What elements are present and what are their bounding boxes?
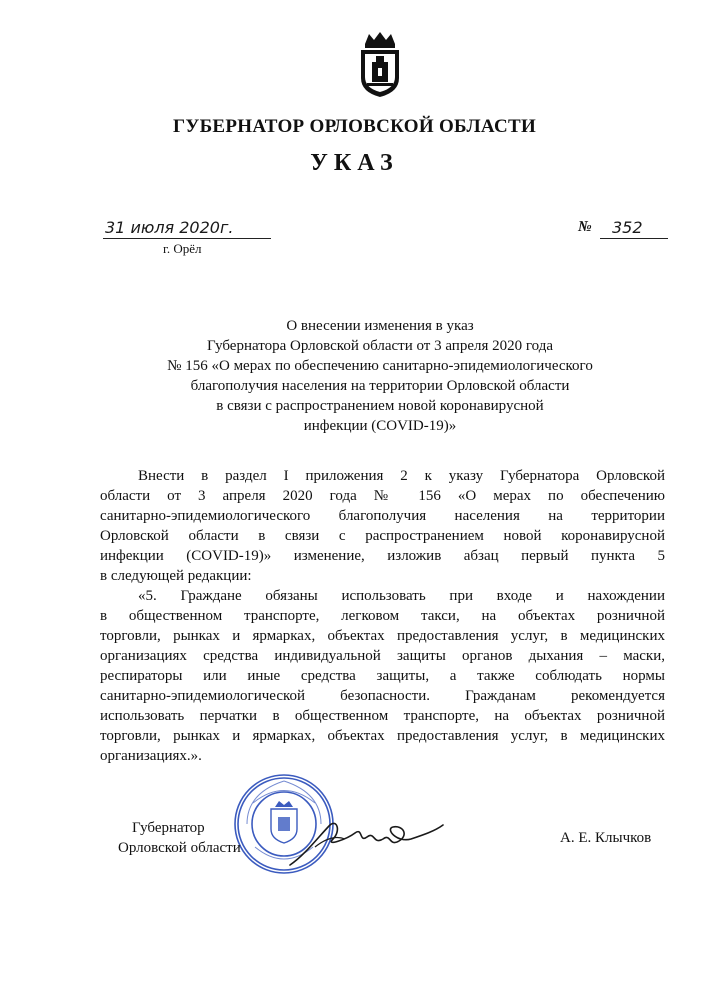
body-line: организациях средства индивидуальной защиты органов дыхания – маски, [100, 648, 665, 664]
number-label: № [578, 219, 592, 235]
body-line: использовать перчатки в общественном транспорте, на объектах розничной [100, 708, 665, 724]
body-line: санитарно-эпидемиологического благополучия населения на территории [100, 508, 665, 524]
body-line: торговли, рынках и ярмарках, объектах предоставления услуг, в медицинских [100, 728, 665, 744]
coat-of-arms-icon [355, 30, 405, 98]
body-line: в общественном транспорте, легковом такси, на объектах розничной [100, 608, 665, 624]
title-line: в связи с распространением новой коронавирусной [216, 398, 544, 414]
title-line: инфекции (COVID-19)» [303, 418, 457, 434]
signatory-title-line: Орловской области [118, 840, 241, 856]
body-line: Внести в раздел I приложения 2 к указу Губернатора Орловской [138, 468, 665, 484]
date-value: 31 июля 2020г. [105, 218, 234, 237]
document-body [100, 466, 665, 766]
signatory-title [118, 818, 241, 858]
document-type: УКАЗ [310, 150, 399, 176]
signatory-title-line: Губернатор [132, 820, 205, 836]
document-title [100, 316, 660, 436]
body-line: инфекции (COVID-19)» изменение, изложив абзац первый пункта 5 [100, 548, 665, 564]
body-line: Орловской области в связи с распространением новой коронавирусной [100, 528, 665, 544]
title-line: Губернатора Орловской области от 3 апреля 2020 года [206, 338, 554, 354]
title-line: благополучия населения на территории Орловской области [190, 378, 570, 394]
date-field [103, 218, 271, 239]
issuer-heading: ГУБЕРНАТОР ОРЛОВСКОЙ ОБЛАСТИ [172, 116, 537, 137]
body-line: санитарно-эпидемиологической безопасности. Гражданам рекомендуется [100, 688, 665, 704]
body-line: организациях.». [100, 748, 202, 764]
title-line: О внесении изменения в указ [286, 318, 474, 334]
signatory-name: А. Е. Клычков [560, 830, 652, 846]
handwritten-signature [285, 795, 445, 880]
title-line: № 156 «О мерах по обеспечению санитарно-эпидемиологического [167, 358, 593, 374]
place-label: г. Орёл [163, 241, 202, 256]
number-field [600, 218, 668, 239]
body-line: области от 3 апреля 2020 года № 156 «О мерах по обеспечению [100, 488, 665, 504]
body-line: торговли, рынках и ярмарках, объектах предоставления услуг, в медицинских [100, 628, 665, 644]
body-line: в следующей редакции: [100, 568, 252, 584]
number-value: 352 [612, 218, 643, 237]
body-line: «5. Граждане обязаны использовать при входе и нахождении [138, 588, 665, 604]
document-number [578, 218, 668, 238]
body-line: респираторы или иные средства защиты, а также соблюдать нормы [100, 668, 665, 684]
